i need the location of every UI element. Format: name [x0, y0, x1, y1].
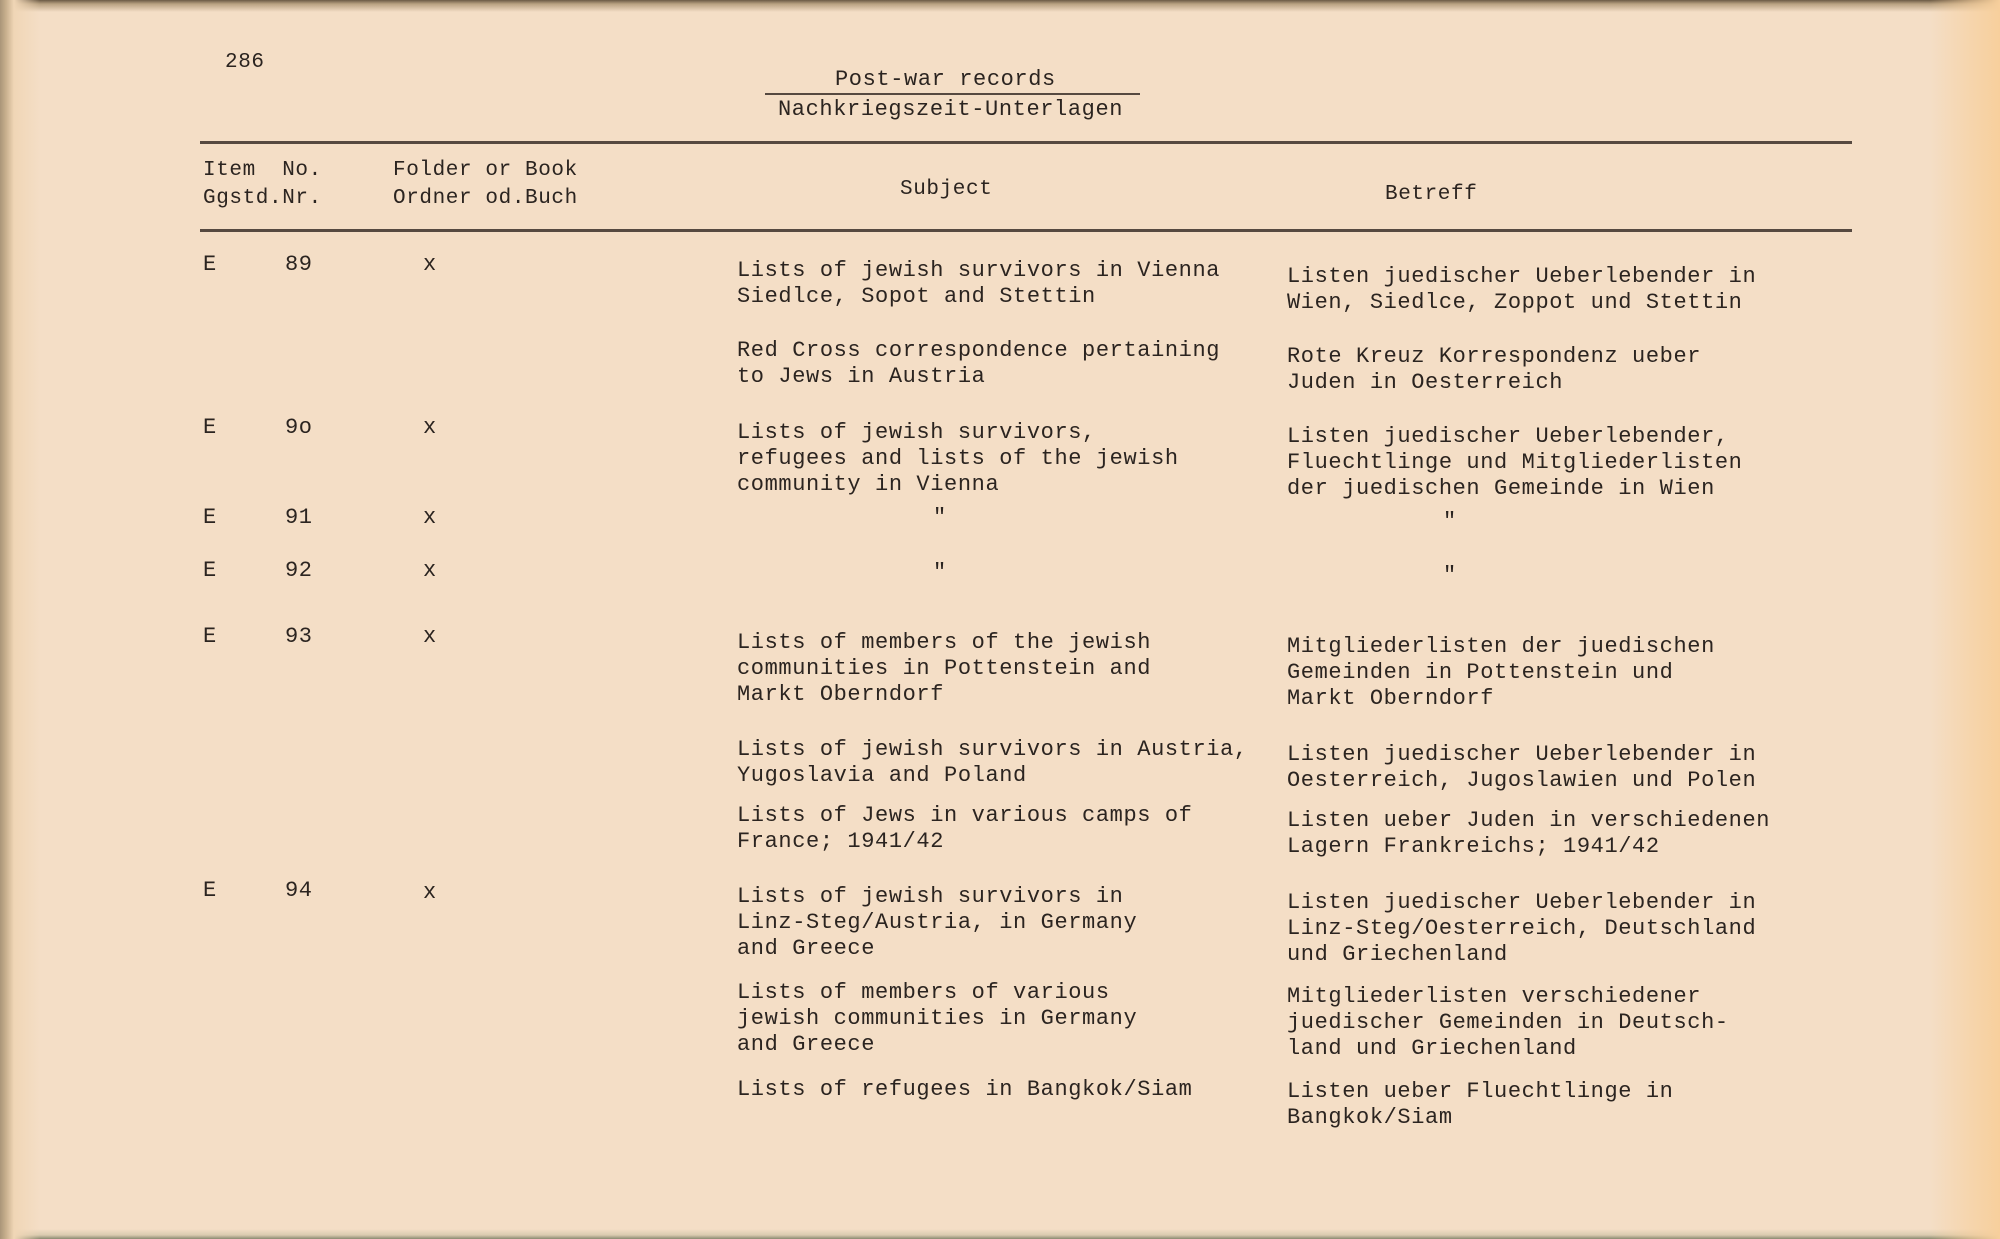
- subject-entry: Lists of members of various jewish communities in Germany and Greece: [737, 980, 1138, 1057]
- folder-mark: x: [423, 558, 437, 583]
- column-header-subject: Subject: [900, 178, 993, 201]
- folder-mark: x: [423, 880, 437, 905]
- subject-entry: Lists of refugees in Bangkok/Siam: [737, 1077, 1193, 1102]
- ditto-mark-subject: ": [933, 560, 947, 585]
- item-number: 9o: [285, 415, 313, 440]
- ditto-mark-subject: ": [933, 505, 947, 530]
- column-header-folder-de: Ordner od.Buch: [393, 187, 578, 210]
- item-number: 93: [285, 624, 313, 649]
- header-top-rule: [200, 141, 1852, 144]
- subject-entry: Lists of jewish survivors in Vienna Siedlce, Sopot and Stettin: [737, 258, 1221, 309]
- betreff-entry: Listen juedischer Ueberlebender in Linz-Steg/Oesterreich, Deutschland und Griechenland: [1287, 890, 1757, 967]
- folder-mark: x: [423, 505, 437, 530]
- betreff-entry: Mitgliederlisten der juedischen Gemeinden in Pottenstein und Markt Oberndorf: [1287, 634, 1715, 711]
- header-bottom-rule: [200, 229, 1852, 232]
- folder-mark: x: [423, 415, 437, 440]
- betreff-entry: Listen juedischer Ueberlebender in Oesterreich, Jugoslawien und Polen: [1287, 742, 1757, 793]
- subject-entry: Lists of jewish survivors, refugees and lists of the jewish community in Vienna: [737, 420, 1179, 497]
- column-header-betreff: Betreff: [1385, 183, 1478, 206]
- item-prefix: E: [203, 415, 217, 440]
- item-prefix: E: [203, 252, 217, 277]
- subject-entry: Red Cross correspondence pertaining to Jews in Austria: [737, 338, 1221, 389]
- betreff-entry: Rote Kreuz Korrespondenz ueber Juden in Oesterreich: [1287, 344, 1702, 395]
- column-header-item-no-de: Ggstd.Nr.: [203, 187, 322, 210]
- title-underline: [765, 93, 1140, 95]
- folder-mark: x: [423, 624, 437, 649]
- column-header-folder-en: Folder or Book: [393, 159, 578, 182]
- ditto-mark-betreff: ": [1443, 563, 1457, 588]
- title-english: Post-war records: [835, 67, 1056, 92]
- item-number: 92: [285, 558, 313, 583]
- betreff-entry: Mitgliederlisten verschiedener juedischer Gemeinden in Deutsch- land und Griechenland: [1287, 984, 1729, 1061]
- folder-mark: x: [423, 252, 437, 277]
- item-number: 94: [285, 878, 313, 903]
- betreff-entry: Listen ueber Fluechtlinge in Bangkok/Siam: [1287, 1079, 1674, 1130]
- item-number: 91: [285, 505, 313, 530]
- column-header-item-no-en: Item No.: [203, 159, 322, 182]
- item-prefix: E: [203, 624, 217, 649]
- item-prefix: E: [203, 878, 217, 903]
- item-number: 89: [285, 252, 313, 277]
- ditto-mark-betreff: ": [1443, 509, 1457, 534]
- subject-entry: Lists of members of the jewish communities in Pottenstein and Markt Oberndorf: [737, 630, 1152, 707]
- item-prefix: E: [203, 505, 217, 530]
- page-number: 286: [225, 51, 265, 74]
- subject-entry: Lists of jewish survivors in Austria, Yugoslavia and Poland: [737, 737, 1248, 788]
- betreff-entry: Listen juedischer Ueberlebender, Fluechtlinge und Mitgliederlisten der juedischen Gemeinde in Wien: [1287, 424, 1743, 501]
- title-german: Nachkriegszeit-Unterlagen: [778, 97, 1124, 122]
- subject-entry: Lists of Jews in various camps of France; 1941/42: [737, 803, 1193, 854]
- item-prefix: E: [203, 558, 217, 583]
- betreff-entry: Listen ueber Juden in verschiedenen Lagern Frankreichs; 1941/42: [1287, 808, 1771, 859]
- betreff-entry: Listen juedischer Ueberlebender in Wien, Siedlce, Zoppot und Stettin: [1287, 264, 1757, 315]
- subject-entry: Lists of jewish survivors in Linz-Steg/Austria, in Germany and Greece: [737, 884, 1138, 961]
